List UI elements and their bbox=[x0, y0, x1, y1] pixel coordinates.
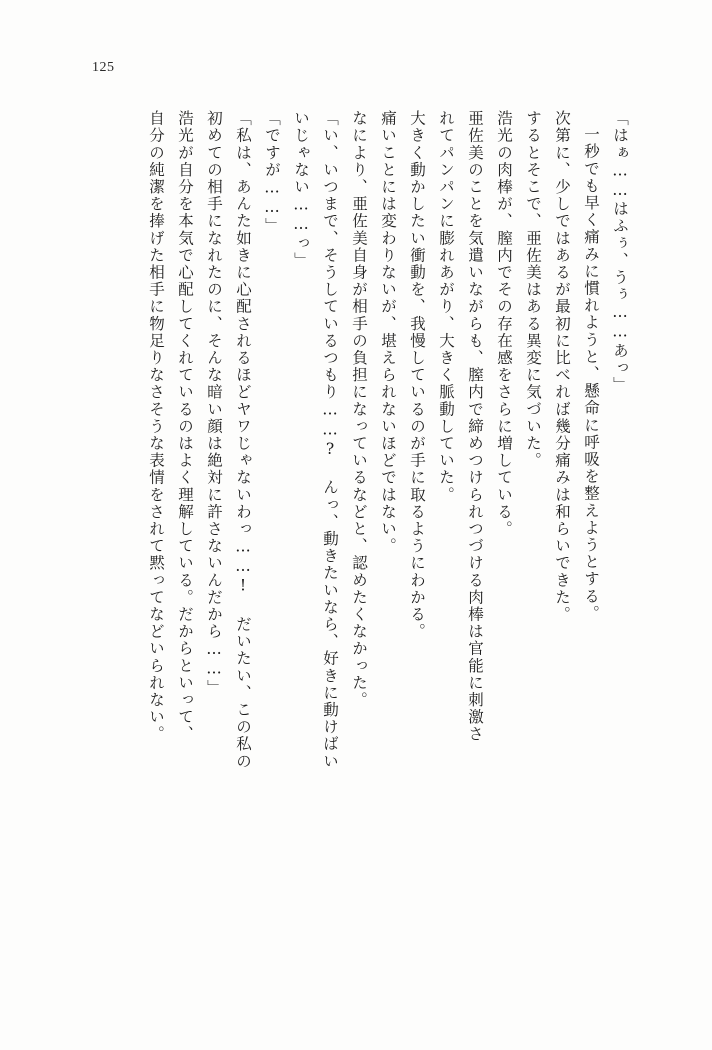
text-line: 大きく動かしたい衝動を、我慢しているのが手に取るようにわかる。 bbox=[408, 110, 426, 641]
text-line: れてパンパンに膨れあがり、大きく脈動していた。 bbox=[437, 110, 455, 504]
text-line: 浩光の肉棒が、膣内でその存在感をさらに増している。 bbox=[495, 110, 513, 538]
text-line: 「はぁ……はふぅ、うぅ……あっ」 bbox=[611, 110, 629, 394]
text-line: するとそこで、亜佐美はある異変に気づいた。 bbox=[524, 110, 542, 470]
page-number: 125 bbox=[92, 60, 115, 75]
text-line: 「ですが……」 bbox=[263, 110, 281, 235]
text-line: 浩光が自分を本気で心配してくれているのはよく理解している。だからといって、 bbox=[176, 110, 194, 743]
text-line: なにより、亜佐美自身が相手の負担になっているなどと、認めたくなかった。 bbox=[350, 110, 368, 709]
text-line: 痛いことには変わりないが、堪えられないほどではない。 bbox=[379, 110, 397, 555]
text-line: いじゃない……っ」 bbox=[292, 110, 310, 269]
text-line: 一秒でも早く痛みに慣れようと、懸命に呼吸を整えようとする。 bbox=[582, 126, 600, 622]
text-line: 「私は、あんた如きに心配されるほどヤワじゃないわっ……! だいたい、この私の bbox=[234, 110, 252, 770]
text-line: 「い、いつまで、そうしているつもり……? んっ、動きたいなら、好きに動けばい bbox=[321, 110, 339, 770]
text-line: 次第に、少しではあるが最初に比べれば幾分痛みは和らいできた。 bbox=[553, 110, 571, 623]
text-line: 自分の純潔を捧げた相手に物足りなさそうな表情をされて黙ってなどいられない。 bbox=[147, 110, 165, 743]
text-line: 亜佐美のことを気遣いながらも、膣内で締めつけられつづける肉棒は官能に刺激さ bbox=[466, 110, 484, 743]
text-line: 初めての相手になれたのに、そんな暗い顔は絶対に許さないんだから……」 bbox=[205, 110, 223, 697]
body-text-block bbox=[68, 110, 634, 980]
